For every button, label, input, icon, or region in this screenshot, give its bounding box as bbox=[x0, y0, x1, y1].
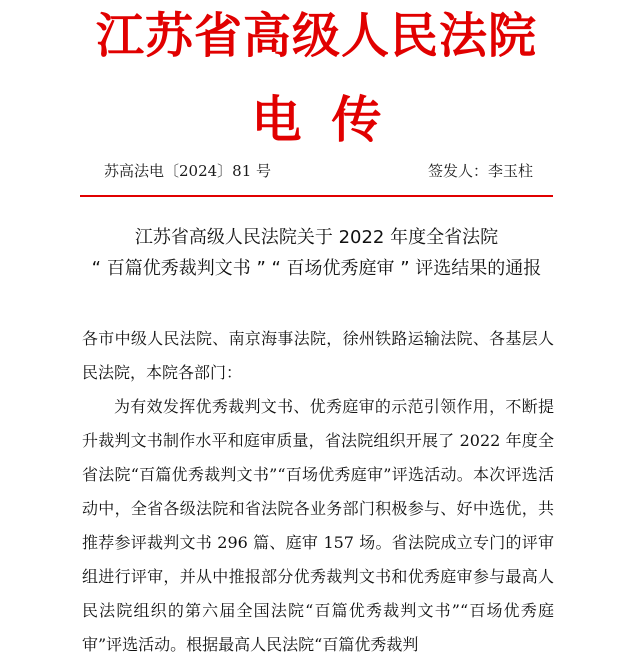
signer: 签发人：李玉柱 bbox=[427, 162, 533, 180]
title-line-2: “ 百篇优秀裁判文书 ” “ 百场优秀庭审 ” 评选结果的通报 bbox=[91, 258, 542, 279]
title-line-1: 江苏省高级人民法院关于 2022 年度全省法院 bbox=[134, 227, 499, 248]
document-title bbox=[40, 222, 593, 284]
salutation: 各市中级人民法院、南京海事法院，徐州铁路运输法院、各基层人民法院，本院各部门： bbox=[82, 329, 554, 382]
body-paragraph: 为有效发挥优秀裁判文书、优秀庭审的示范引领作用，不断提升裁判文书制作水平和庭审质量，省法院组织开展了 2022 年度全省法院“百篇优秀裁判文书”“百场优秀庭审”评选活动。本次评选活动中，全省各级法院和省法院各业务部门积极参与、好中选优，共推荐参评裁判文书 296 篇、庭审 157 场。省法院成立专门的评审组进行评审，并从中推报部分优秀裁判文书和优秀庭审参与最高人民法院组织的第六届全国法院“百篇优秀裁判文书”“百场优秀庭审”评选活动。根据最高人民法院“百篇优秀裁判 bbox=[82, 397, 554, 654]
red-divider-line bbox=[80, 195, 553, 197]
document-info-line bbox=[0, 158, 633, 184]
document-number: 苏高法电〔2024〕81 号 bbox=[104, 162, 272, 180]
document-type-heading: 电传 bbox=[251, 90, 412, 149]
issuing-court-heading: 江苏省高级人民法院 bbox=[95, 8, 537, 64]
document-body bbox=[82, 322, 554, 662]
